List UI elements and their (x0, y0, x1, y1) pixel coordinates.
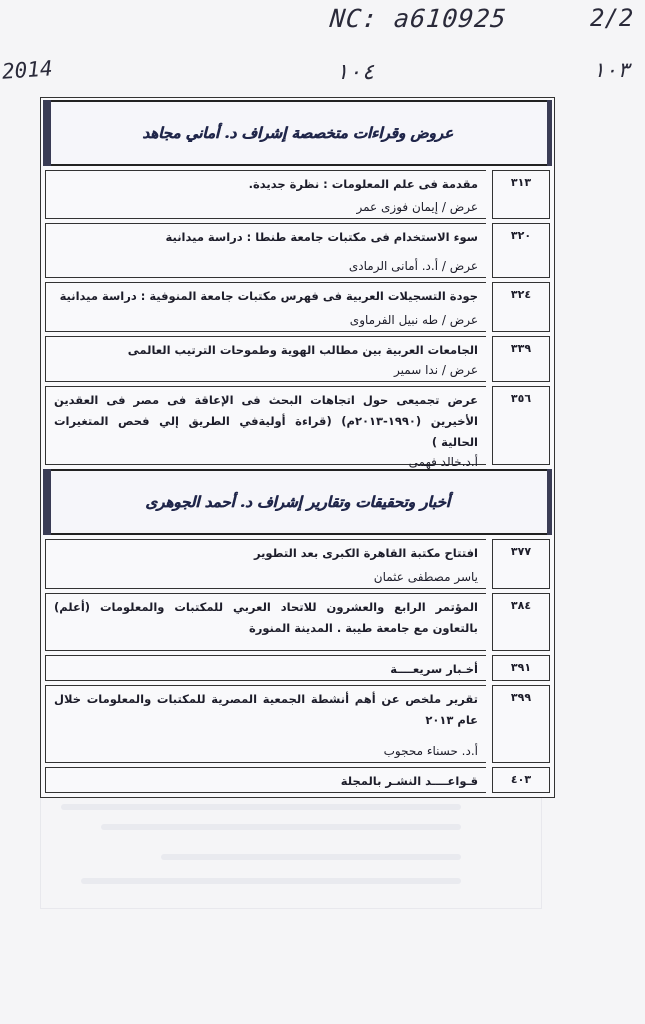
entry-title: جودة التسجيلات العربية فى فهرس مكتبات جامعة المنوفية : دراسة ميدانية (59, 289, 478, 303)
toc-entry (45, 539, 550, 589)
toc-entry (45, 282, 550, 332)
entry-title: تقرير ملخص عن أهم أنشطة الجمعية المصرية للمكتبات والمعلومات خلال عام ٢٠١٣ (54, 692, 478, 727)
section-title: عروض وقراءات متخصصة إشراف د. أماني مجاهد (142, 124, 453, 142)
entry-title: الجامعات العربية بين مطالب الهوية وطموحات الترتيب العالمى (127, 343, 478, 357)
entry-title: أخـبار سريعــــة (390, 662, 478, 676)
entry-title: مقدمة فى علم المعلومات : نظرة جديدة. (248, 177, 478, 191)
handwritten-page-count: 2/2 (590, 4, 634, 32)
entry-title: قـواعــــد النشـر بالمجلة (340, 774, 478, 788)
page-number: ٣٣٩ (492, 336, 550, 382)
toc-entry (45, 223, 550, 278)
section-header-news (43, 469, 552, 535)
section-title: أخبار وتحقيقات وتقارير إشراف د. أحمد الجوهرى (145, 493, 450, 511)
entry-body (45, 223, 486, 278)
toc-entry (45, 655, 550, 681)
page-number: ٣١٣ (492, 170, 550, 219)
entry-body (45, 386, 486, 469)
bleed-through-ghost (40, 785, 542, 909)
entry-author: ياسر مصطفى عثمان (373, 570, 478, 584)
handwritten-year: 2014 (1, 56, 54, 84)
entry-author: عرض / طه نبيل الفرماوى (349, 313, 478, 327)
toc-entry (45, 336, 550, 382)
toc-entry (45, 767, 550, 793)
entry-body (45, 767, 486, 793)
entry-author: عرض / إيمان فوزى عمر (356, 200, 478, 214)
entry-author: عرض / أ.د. أمانى الرمادى (348, 259, 478, 273)
handwritten-volume: ١٠٤ (335, 60, 375, 85)
entry-author: أ.د.خالد فهمى (408, 455, 478, 469)
entry-body (45, 685, 486, 763)
entry-body (45, 282, 486, 332)
entry-title: افتتاح مكتبة القاهرة الكبرى بعد التطوير (253, 546, 478, 560)
page-number: ٣٨٤ (492, 593, 550, 651)
entry-body (45, 655, 486, 681)
entry-body (45, 170, 486, 219)
page-number: ٣٢٠ (492, 223, 550, 278)
page-number: ٣٩١ (492, 655, 550, 681)
page-number: ٣٧٧ (492, 539, 550, 589)
toc-entry (45, 593, 550, 651)
handwritten-reference-number: NC: a610925 (328, 4, 509, 33)
toc-entry (45, 685, 550, 763)
toc-entry (45, 170, 550, 219)
entry-title: عرض تجميعى حول اتجاهات البحث فى الإعاقة فى مصر فى العقدين الأخيرين (١٩٩٠-٢٠١٣م) (قراءة أوليةفي الطريق إلي فحص المتغيرات الحالية ) (54, 393, 478, 449)
section-header-reviews (43, 100, 552, 166)
table-of-contents (40, 97, 555, 798)
page-number: ٣٩٩ (492, 685, 550, 763)
toc-entry (45, 386, 550, 469)
entry-body (45, 336, 486, 382)
page-number: ٣٥٦ (492, 386, 550, 465)
page-number: ٤٠٣ (492, 767, 550, 793)
handwritten-volume-alt: ١٠٣ (592, 58, 630, 82)
entry-author: أ.د. حسناء محجوب (383, 744, 478, 758)
entry-title: المؤتمر الرابع والعشرون للاتحاد العربي للمكتبات والمعلومات (أعلم) بالتعاون مع جامعة طيبة . المدينة المنورة (54, 600, 478, 635)
page-number: ٣٢٤ (492, 282, 550, 332)
entry-body (45, 539, 486, 589)
entry-author: عرض / ندا سمير (394, 363, 478, 377)
entry-body (45, 593, 486, 651)
entry-title: سوء الاستخدام فى مكتبات جامعة طنطا : دراسة ميدانية (165, 230, 478, 244)
